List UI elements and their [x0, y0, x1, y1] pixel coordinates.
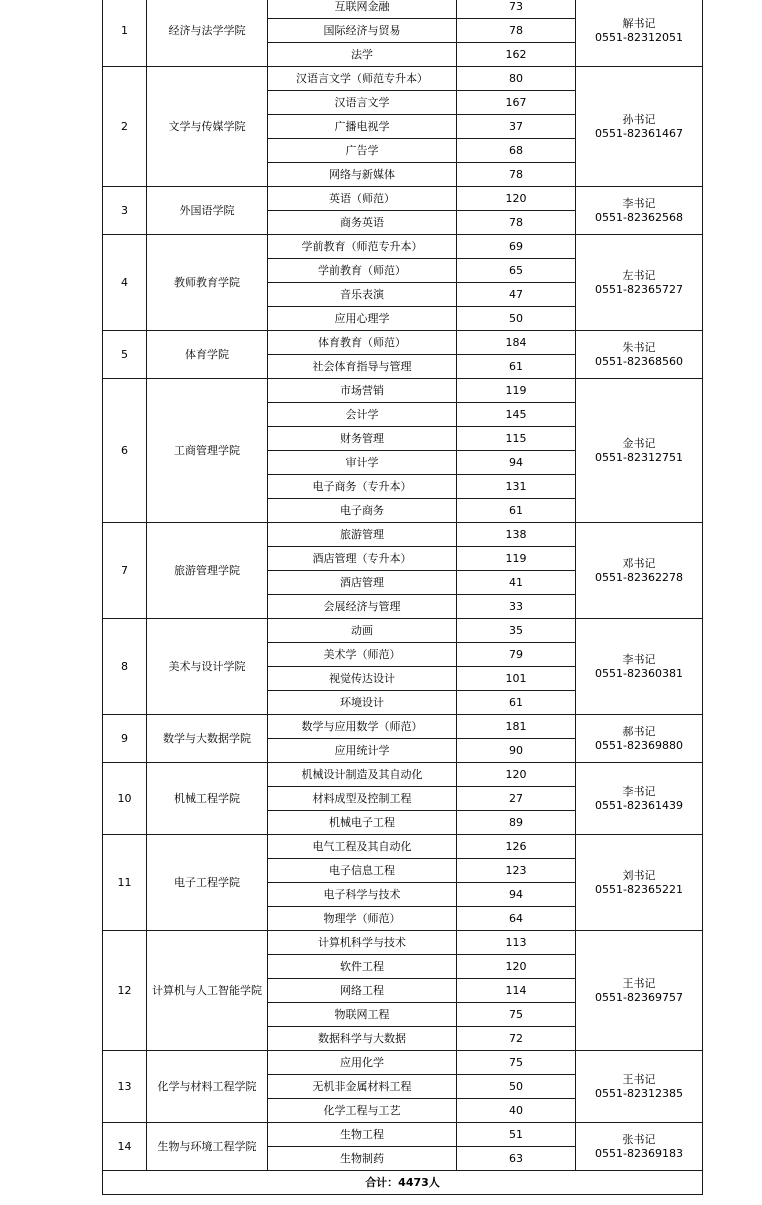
contact-phone: 0551-82362568	[595, 210, 683, 224]
table-row	[103, 763, 703, 787]
table-row	[103, 187, 703, 211]
major-name: 化学工程与工艺	[268, 1099, 457, 1123]
major-name: 动画	[268, 619, 457, 643]
major-name: 视觉传达设计	[268, 667, 457, 691]
major-count: 90	[457, 739, 576, 763]
table-row	[103, 67, 703, 91]
table-row	[103, 235, 703, 259]
major-name: 学前教育（师范）	[268, 259, 457, 283]
major-count: 181	[457, 715, 576, 739]
table-row	[103, 0, 703, 19]
college-name: 化学与材料工程学院	[147, 1051, 268, 1123]
major-name: 国际经济与贸易	[268, 19, 457, 43]
contact-cell	[576, 331, 703, 379]
college-number: 9	[103, 715, 147, 763]
major-name: 机械电子工程	[268, 811, 457, 835]
contact-name: 解书记	[622, 16, 656, 30]
major-name: 法学	[268, 43, 457, 67]
contact-cell	[576, 67, 703, 187]
major-count: 184	[457, 331, 576, 355]
contact-name: 李书记	[622, 652, 656, 666]
major-name: 材料成型及控制工程	[268, 787, 457, 811]
contact-cell	[576, 715, 703, 763]
college-number: 7	[103, 523, 147, 619]
major-count: 115	[457, 427, 576, 451]
contact-cell	[576, 931, 703, 1051]
contact-cell	[576, 763, 703, 835]
table-row	[103, 931, 703, 955]
contact-name: 李书记	[622, 784, 656, 798]
major-count: 120	[457, 955, 576, 979]
major-count: 75	[457, 1051, 576, 1075]
contact-phone: 0551-82312051	[595, 30, 683, 44]
major-name: 会计学	[268, 403, 457, 427]
college-number: 1	[103, 0, 147, 67]
college-name: 工商管理学院	[147, 379, 268, 523]
major-name: 环境设计	[268, 691, 457, 715]
major-name: 网络与新媒体	[268, 163, 457, 187]
contact-cell	[576, 1123, 703, 1171]
major-name: 酒店管理	[268, 571, 457, 595]
major-count: 162	[457, 43, 576, 67]
major-name: 会展经济与管理	[268, 595, 457, 619]
major-count: 120	[457, 187, 576, 211]
major-name: 英语（师范）	[268, 187, 457, 211]
major-count: 33	[457, 595, 576, 619]
table-row	[103, 619, 703, 643]
major-name: 电子商务（专升本）	[268, 475, 457, 499]
major-name: 学前教育（师范专升本）	[268, 235, 457, 259]
table-row	[103, 379, 703, 403]
major-count: 50	[457, 1075, 576, 1099]
major-count: 41	[457, 571, 576, 595]
major-count: 80	[457, 67, 576, 91]
contact-name: 王书记	[622, 1072, 656, 1086]
major-count: 40	[457, 1099, 576, 1123]
contact-cell	[576, 619, 703, 715]
major-name: 应用心理学	[268, 307, 457, 331]
major-count: 61	[457, 355, 576, 379]
major-count: 69	[457, 235, 576, 259]
college-name: 美术与设计学院	[147, 619, 268, 715]
major-name: 音乐表演	[268, 283, 457, 307]
table-row	[103, 523, 703, 547]
college-name: 旅游管理学院	[147, 523, 268, 619]
major-count: 89	[457, 811, 576, 835]
enrollment-table	[102, 0, 703, 1195]
contact-name: 李书记	[622, 196, 656, 210]
major-count: 145	[457, 403, 576, 427]
major-count: 120	[457, 763, 576, 787]
major-count: 27	[457, 787, 576, 811]
major-name: 生物制药	[268, 1147, 457, 1171]
contact-phone: 0551-82362278	[595, 570, 683, 584]
table-row	[103, 835, 703, 859]
major-name: 广播电视学	[268, 115, 457, 139]
college-number: 10	[103, 763, 147, 835]
contact-phone: 0551-82365221	[595, 882, 683, 896]
contact-phone: 0551-82312385	[595, 1086, 683, 1100]
table-row	[103, 715, 703, 739]
major-name: 电子信息工程	[268, 859, 457, 883]
major-count: 119	[457, 547, 576, 571]
table-row	[103, 1051, 703, 1075]
college-number: 2	[103, 67, 147, 187]
contact-name: 金书记	[622, 436, 656, 450]
major-name: 社会体育指导与管理	[268, 355, 457, 379]
college-number: 4	[103, 235, 147, 331]
total-row	[103, 1171, 703, 1195]
major-name: 无机非金属材料工程	[268, 1075, 457, 1099]
contact-name: 邓书记	[622, 556, 656, 570]
contact-phone: 0551-82312751	[595, 450, 683, 464]
major-name: 软件工程	[268, 955, 457, 979]
college-name: 电子工程学院	[147, 835, 268, 931]
college-number: 12	[103, 931, 147, 1051]
major-count: 73	[457, 0, 576, 19]
college-name: 体育学院	[147, 331, 268, 379]
major-count: 94	[457, 451, 576, 475]
contact-phone: 0551-82360381	[595, 666, 683, 680]
contact-cell	[576, 1051, 703, 1123]
enrollment-table-body	[103, 0, 703, 1171]
major-count: 51	[457, 1123, 576, 1147]
major-count: 47	[457, 283, 576, 307]
major-count: 113	[457, 931, 576, 955]
major-name: 数据科学与大数据	[268, 1027, 457, 1051]
college-name: 数学与大数据学院	[147, 715, 268, 763]
contact-phone: 0551-82368560	[595, 354, 683, 368]
contact-phone: 0551-82361467	[595, 126, 683, 140]
major-name: 互联网金融	[268, 0, 457, 19]
major-name: 体育教育（师范）	[268, 331, 457, 355]
major-name: 商务英语	[268, 211, 457, 235]
total-cell: 合计：4473人	[103, 1171, 703, 1195]
major-name: 电子科学与技术	[268, 883, 457, 907]
contact-name: 朱书记	[622, 340, 656, 354]
major-count: 123	[457, 859, 576, 883]
contact-cell	[576, 835, 703, 931]
major-count: 61	[457, 691, 576, 715]
major-count: 61	[457, 499, 576, 523]
contact-name: 刘书记	[622, 868, 656, 882]
table-row	[103, 1123, 703, 1147]
contact-phone: 0551-82365727	[595, 282, 683, 296]
major-name: 应用化学	[268, 1051, 457, 1075]
college-number: 8	[103, 619, 147, 715]
major-count: 75	[457, 1003, 576, 1027]
contact-cell	[576, 523, 703, 619]
major-count: 79	[457, 643, 576, 667]
major-name: 电气工程及其自动化	[268, 835, 457, 859]
college-number: 3	[103, 187, 147, 235]
major-name: 美术学（师范）	[268, 643, 457, 667]
major-name: 汉语言文学（师范专升本）	[268, 67, 457, 91]
college-name: 文学与传媒学院	[147, 67, 268, 187]
major-name: 计算机科学与技术	[268, 931, 457, 955]
college-number: 5	[103, 331, 147, 379]
table-row	[103, 331, 703, 355]
contact-cell	[576, 187, 703, 235]
major-count: 78	[457, 163, 576, 187]
major-count: 37	[457, 115, 576, 139]
college-number: 6	[103, 379, 147, 523]
major-name: 财务管理	[268, 427, 457, 451]
college-name: 经济与法学学院	[147, 0, 268, 67]
major-count: 114	[457, 979, 576, 1003]
major-count: 72	[457, 1027, 576, 1051]
major-name: 物理学（师范）	[268, 907, 457, 931]
college-name: 机械工程学院	[147, 763, 268, 835]
college-number: 13	[103, 1051, 147, 1123]
college-name: 计算机与人工智能学院	[147, 931, 268, 1051]
major-name: 市场营销	[268, 379, 457, 403]
major-count: 63	[457, 1147, 576, 1171]
major-count: 126	[457, 835, 576, 859]
contact-name: 张书记	[622, 1132, 656, 1146]
major-count: 94	[457, 883, 576, 907]
contact-name: 郝书记	[622, 724, 656, 738]
major-name: 电子商务	[268, 499, 457, 523]
major-name: 网络工程	[268, 979, 457, 1003]
contact-cell	[576, 235, 703, 331]
major-count: 101	[457, 667, 576, 691]
contact-phone: 0551-82369880	[595, 738, 683, 752]
contact-name: 孙书记	[622, 112, 656, 126]
major-name: 审计学	[268, 451, 457, 475]
contact-name: 左书记	[622, 268, 656, 282]
major-name: 广告学	[268, 139, 457, 163]
major-count: 65	[457, 259, 576, 283]
major-count: 50	[457, 307, 576, 331]
major-count: 64	[457, 907, 576, 931]
major-count: 131	[457, 475, 576, 499]
major-count: 138	[457, 523, 576, 547]
major-name: 酒店管理（专升本）	[268, 547, 457, 571]
major-count: 167	[457, 91, 576, 115]
college-number: 11	[103, 835, 147, 931]
major-name: 机械设计制造及其自动化	[268, 763, 457, 787]
major-count: 68	[457, 139, 576, 163]
contact-cell	[576, 0, 703, 67]
contact-phone: 0551-82369183	[595, 1146, 683, 1160]
contact-phone: 0551-82361439	[595, 798, 683, 812]
major-count: 78	[457, 211, 576, 235]
college-number: 14	[103, 1123, 147, 1171]
major-name: 旅游管理	[268, 523, 457, 547]
college-name: 外国语学院	[147, 187, 268, 235]
contact-phone: 0551-82369757	[595, 990, 683, 1004]
major-name: 汉语言文学	[268, 91, 457, 115]
major-name: 物联网工程	[268, 1003, 457, 1027]
major-count: 35	[457, 619, 576, 643]
college-name: 教师教育学院	[147, 235, 268, 331]
major-count: 78	[457, 19, 576, 43]
major-name: 应用统计学	[268, 739, 457, 763]
major-name: 生物工程	[268, 1123, 457, 1147]
contact-cell	[576, 379, 703, 523]
major-count: 119	[457, 379, 576, 403]
college-name: 生物与环境工程学院	[147, 1123, 268, 1171]
major-name: 数学与应用数学（师范）	[268, 715, 457, 739]
contact-name: 王书记	[622, 976, 656, 990]
